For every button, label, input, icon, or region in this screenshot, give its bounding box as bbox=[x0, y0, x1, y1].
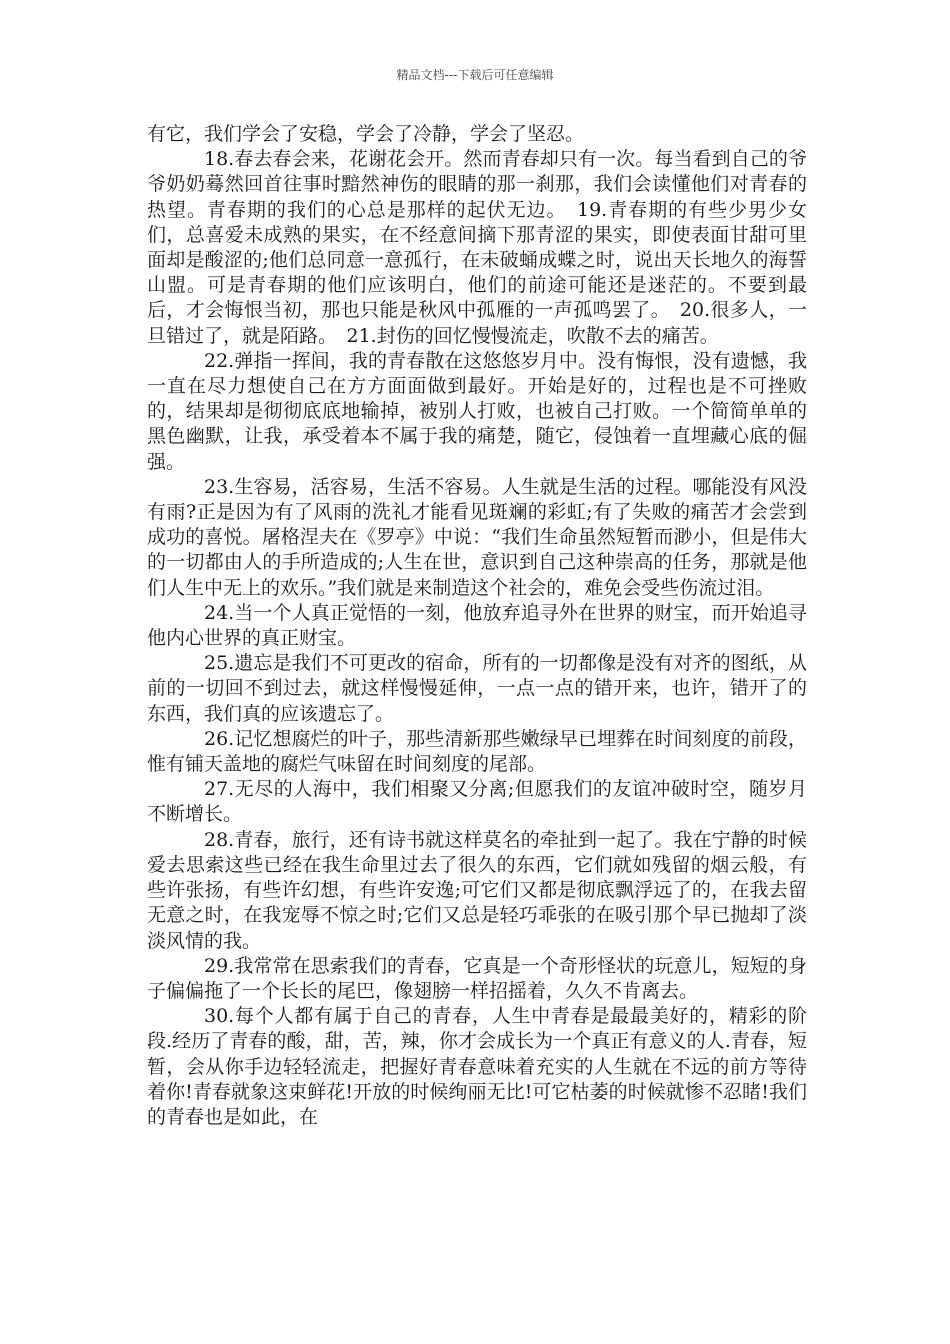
paragraph: 28.青春，旅行，还有诗书就这样莫名的牵扯到一起了。我在宁静的时候爱去思索这些已经在我生命里过去了很久的东西，它们就如残留的烟云般，有些许张扬，有些许幻想，有些许安逸;可它们又都是彻底飘浮远了的，在我去留无意之时，在我宠辱不惊之时;它们又总是轻巧乖张的在吸引那个早已抛却了淡淡风情的我。 bbox=[147, 828, 807, 952]
paragraph: 23.生容易，活容易，生活不容易。人生就是生活的过程。哪能没有风没有雨?正是因为有了风雨的洗礼才能看见斑斓的彩虹;有了失败的痛苦才会尝到成功的喜悦。屠格涅夫在《罗亭》中说：“我们生命虽然短暂而渺小，但是伟大的一切都由人的手所造成的;人生在世，意识到自己这种崇高的任务，那就是他们人生中无上的欢乐。”我们就是来制造这个社会的，难免会受些伤流过泪。 bbox=[147, 475, 807, 599]
paragraph: 24.当一个人真正觉悟的一刻，他放弃追寻外在世界的财宝，而开始追寻他内心世界的真正财宝。 bbox=[147, 601, 807, 650]
paragraph: 30.每个人都有属于自己的青春，人生中青春是最最美好的，精彩的阶段.经历了青春的酸，甜，苦，辣，你才会成长为一个真正有意义的人.青春，短暂，会从你手边轻轻流走，把握好青春意味着充实的人生就在不远的前方等待着你!青春就象这束鲜花!开放的时候绚丽无比!可它枯萎的时候就惨不忍睹!我们的青春也是如此，在 bbox=[147, 1005, 807, 1128]
page-header: 精品文档---下载后可任意编辑 bbox=[396, 68, 554, 82]
paragraph: 25.遗忘是我们不可更改的宿命，所有的一切都像是没有对齐的图纸，从前的一切回不到过去，就这样慢慢延伸，一点一点的错开来，也许，错开了的东西，我们真的应该遗忘了。 bbox=[147, 652, 807, 725]
paragraph: 27.无尽的人海中，我们相聚又分离;但愿我们的友谊冲破时空，随岁月不断增长。 bbox=[147, 778, 807, 826]
paragraph: 有它，我们学会了安稳，学会了冷静，学会了坚忍。 bbox=[147, 123, 585, 145]
paragraph: 22.弹指一挥间，我的青春散在这悠悠岁月中。没有悔恨，没有遗憾，我一直在尽力想使自己在方方面面做到最好。开始是好的，过程也是不可挫败的，结果却是彻彻底底地输掉，被别人打败，也被自己打败。一个简简单单的黑色幽默，让我，承受着本不属于我的痛楚，随它，侵蚀着一直埋藏心底的倔强。 bbox=[147, 349, 807, 473]
paragraph: 26.记忆想腐烂的叶子，那些清新那些嫩绿早已埋葬在时间刻度的前段，惟有铺天盖地的腐烂气味留在时间刻度的尾部。 bbox=[147, 727, 807, 776]
document-body bbox=[147, 122, 807, 1130]
paragraph: 29.我常常在思索我们的青春，它真是一个奇形怪状的玩意儿，短短的身子偏偏拖了一个长长的尾巴，像翅膀一样招摇着，久久不肯离去。 bbox=[147, 954, 807, 1002]
paragraph: 18.春去春会来，花谢花会开。然而青春却只有一次。每当看到自己的爷爷奶奶蓦然回首往事时黯然神伤的眼睛的那一刹那，我们会读懂他们对青春的热望。青春期的我们的心总是那样的起伏无边。 19.青春期的有些少男少女们，总喜爱未成熟的果实，在不经意间摘下那青涩的果实，即使表面甘甜可里面却是酸涩的;他们总同意一意孤行，在未破蛹成蝶之时，说出天长地久的海誓山盟。可是青春期的他们应该明白，他们的前途可能还是迷茫的。不要到最后，才会悔恨当初，那也只能是秋风中孤雁的一声孤鸣罢了。 20.很多人，一旦错过了，就是陌路。 21.封伤的回忆慢慢流走，吹散不去的痛苦。 bbox=[147, 148, 807, 347]
